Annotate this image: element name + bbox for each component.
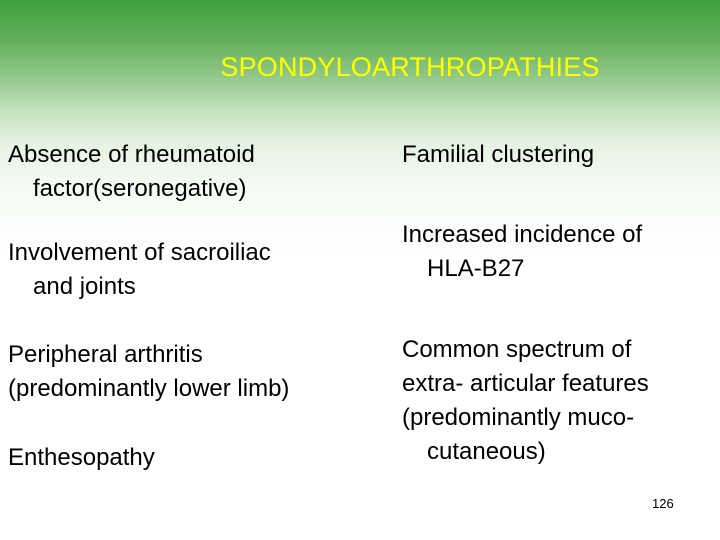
item-line: Increased incidence of	[402, 221, 643, 248]
item-line: Absence of rheumatoid	[8, 141, 255, 168]
item-line: Familial clustering	[402, 141, 595, 168]
right-item-familial-clustering	[402, 138, 594, 172]
item-line: Peripheral arthritis	[8, 341, 203, 368]
left-item-peripheral-arthritis	[8, 338, 289, 406]
left-item-sacroiliac	[8, 236, 271, 304]
item-line: Involvement of sacroiliac	[8, 239, 271, 266]
item-line: (predominantly lower limb)	[8, 375, 290, 402]
item-line: (predominantly muco-	[402, 404, 635, 431]
slide-title: SPONDYLOARTHROPATHIES	[220, 52, 600, 82]
page-number: 126	[652, 496, 674, 511]
item-line: HLA-B27	[427, 255, 525, 282]
item-line: Enthesopathy	[8, 444, 155, 471]
right-item-hla-b27	[402, 218, 642, 286]
item-line: extra- articular features	[402, 370, 649, 397]
item-line: Common spectrum of	[402, 336, 632, 363]
left-item-seronegative	[8, 138, 255, 206]
left-item-enthesopathy	[8, 441, 155, 475]
item-line: factor(seronegative)	[33, 175, 247, 202]
right-item-extra-articular	[402, 333, 649, 469]
item-line: cutaneous)	[427, 438, 546, 465]
item-line: and joints	[33, 273, 136, 300]
